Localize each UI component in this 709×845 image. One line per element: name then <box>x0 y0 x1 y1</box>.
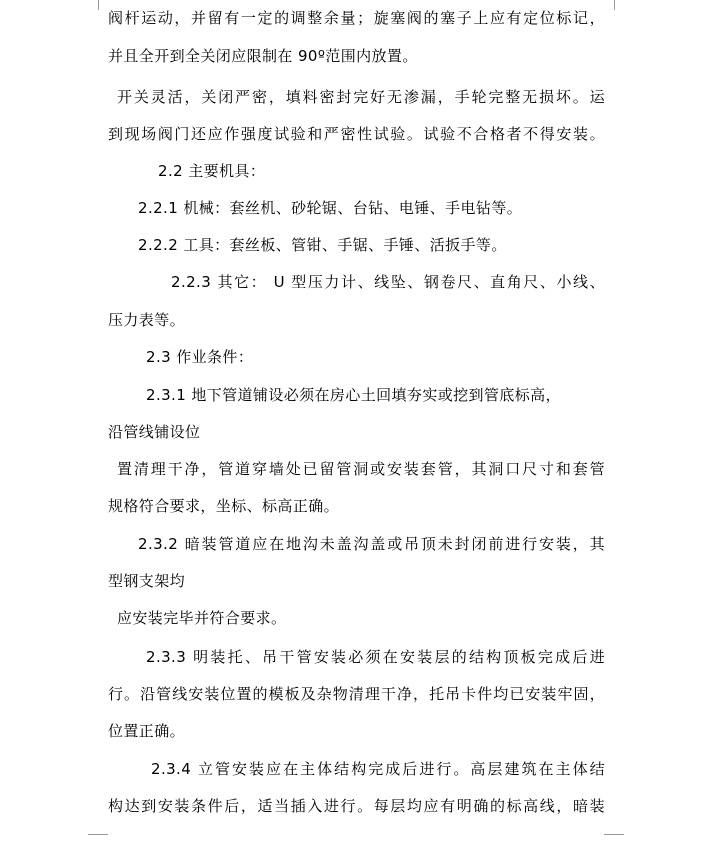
paragraph-line: 阀杆运动，并留有一定的调整余量；旋塞阀的塞子上应有定位标记， <box>108 9 605 27</box>
paragraph-line: 沿管线铺设位 <box>108 423 201 441</box>
paragraph-line: 到现场阀门还应作强度试验和严密性试验。试验不合格者不得安装。 <box>108 125 605 143</box>
section-heading: 2.2 主要机具： <box>158 162 266 180</box>
subsection-line: 2.3.4 立管安装应在主体结构完成后进行。高层建筑在主体结 <box>151 760 605 778</box>
subsection-line: 2.3.3 明装托、吊干管安装必须在安装层的结构顶板完成后进 <box>146 648 605 666</box>
paragraph-line: 开关灵活，关闭严密，填料密封完好无渗漏，手轮完整无损坏。运 <box>117 88 605 106</box>
subsection-line: 2.2.3 其它： U 型压力计、线坠、钢卷尺、直角尺、小线、 <box>171 273 605 291</box>
subsection-line: 2.3.1 地下管道铺设必须在房心土回填夯实或挖到管底标高， <box>146 386 561 404</box>
paragraph-line: 置清理干净，管道穿墙处已留管洞或安装套管，其洞口尺寸和套管 <box>117 460 605 478</box>
subsection-line: 2.2.2 工具：套丝板、管钳、手锯、手锤、活扳手等。 <box>138 236 507 254</box>
crop-mark-top-right <box>604 0 615 10</box>
paragraph-line: 规格符合要求，坐标、标高正确。 <box>108 497 340 515</box>
paragraph-line: 应安装完毕并符合要求。 <box>117 609 287 627</box>
subsection-line: 2.3.2 暗装管道应在地沟未盖沟盖或吊顶未封闭前进行安装，其 <box>138 535 605 553</box>
crop-mark-bottom-left <box>88 834 108 845</box>
section-heading: 2.3 作业条件： <box>146 348 254 366</box>
paragraph-line: 并且全开到全关闭应限制在 90º范围内放置。 <box>108 47 418 65</box>
crop-mark-bottom-right <box>604 834 624 845</box>
paragraph-line: 构达到安装条件后，适当插入进行。每层均应有明确的标高线，暗装 <box>108 797 605 815</box>
subsection-line: 2.2.1 机械：套丝机、砂轮锯、台钻、电锤、手电钻等。 <box>138 199 523 217</box>
paragraph-line: 压力表等。 <box>108 311 186 329</box>
paragraph-line: 型钢支架均 <box>108 572 186 590</box>
paragraph-line: 位置正确。 <box>108 722 186 740</box>
paragraph-line: 行。沿管线安装位置的模板及杂物清理干净，托吊卡件均已安装牢固， <box>108 685 605 703</box>
